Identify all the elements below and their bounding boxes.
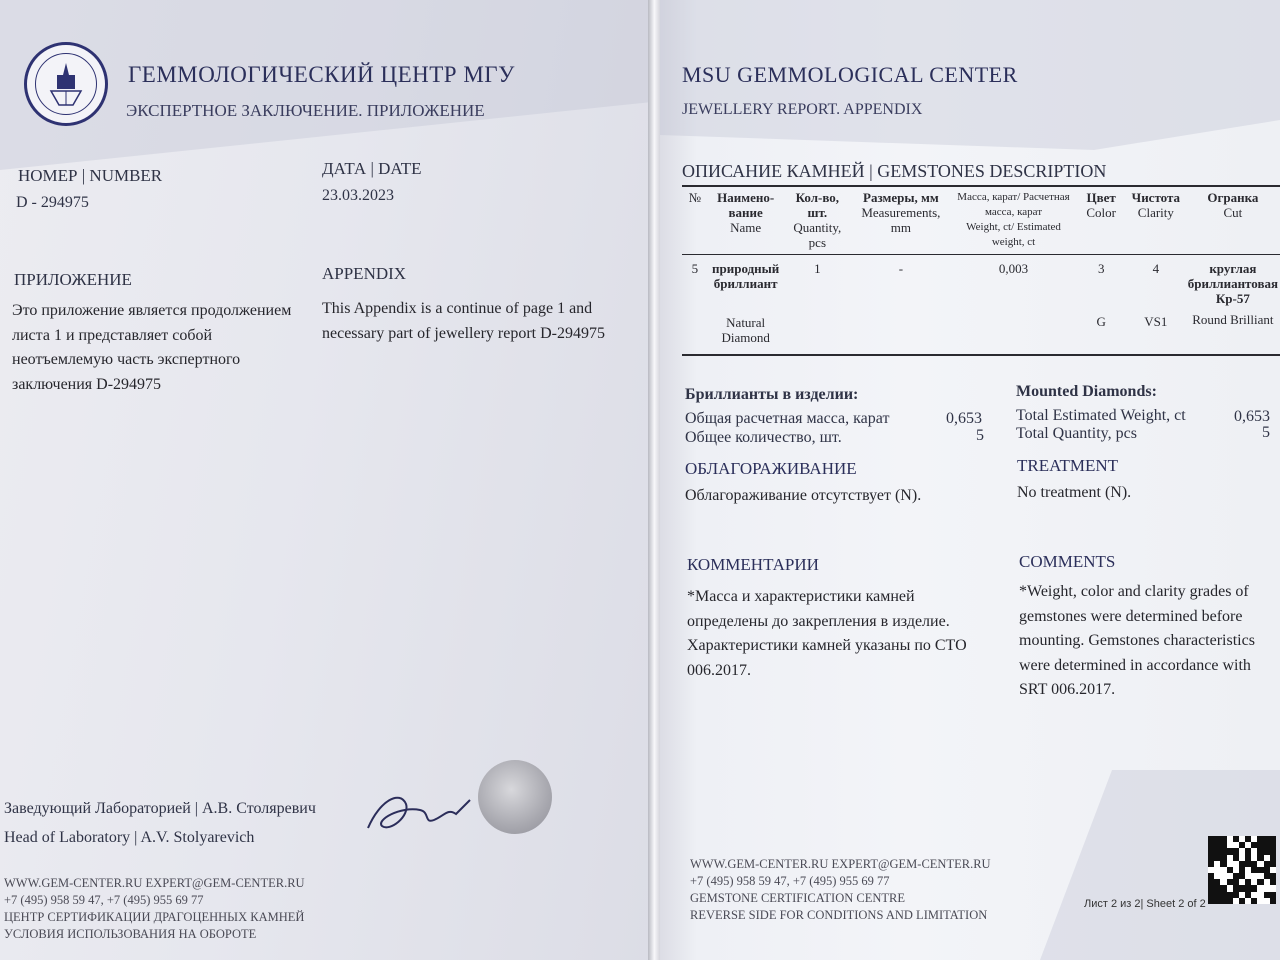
section-rule — [682, 185, 1280, 187]
mounted-en-weight-value: 0,653 — [1234, 408, 1270, 425]
cell-cut-ru: круглая бриллиантовая Кр-57 — [1187, 261, 1278, 306]
cell-color-en: G — [1096, 314, 1106, 329]
stamp-seal-icon — [478, 760, 552, 834]
col-size-ru: Размеры, мм — [863, 190, 939, 205]
treatment-en-heading: TREATMENT — [1017, 456, 1119, 475]
mounted-en-weight-label: Total Estimated Weight, ct — [1016, 407, 1186, 424]
mounted-en-qty-label: Total Quantity, pcs — [1016, 425, 1137, 442]
table-bottom-rule — [682, 354, 1280, 356]
qr-code-icon — [1208, 836, 1276, 904]
cell-name-en: Natural Diamond — [721, 315, 770, 345]
sheet-number: Лист 2 из 2| Sheet 2 of 2 — [1084, 898, 1206, 910]
table-row — [682, 255, 1280, 352]
comments-en-heading: COMMENTS — [1019, 552, 1116, 571]
col-size-en: Measurements, mm — [861, 205, 941, 235]
cell-name-ru: природный бриллиант — [712, 261, 780, 291]
col-weight-ru: Масса, карат/ Расчетная масса, карат — [957, 191, 1070, 218]
signature-icon — [360, 780, 480, 844]
mounted-en-qty-value: 5 — [1262, 424, 1270, 441]
col-clarity-ru: Чистота — [1131, 190, 1181, 205]
treatment-ru-text: Облагораживание отсутствует (N). — [685, 487, 922, 504]
mounted-ru-heading: Бриллианты в изделии: — [685, 386, 859, 403]
col-color-ru: Цвет — [1086, 190, 1116, 205]
cell-color-ru: 3 — [1097, 261, 1105, 276]
mounted-ru-qty-label: Общее количество, шт. — [685, 429, 842, 446]
org-title-en: MSU GEMMOLOGICAL CENTER — [682, 62, 1018, 87]
col-qty-ru: Кол-во, шт. — [795, 190, 840, 220]
col-cut-ru: Огранка — [1207, 190, 1259, 205]
cell-clarity-en: VS1 — [1144, 314, 1168, 329]
col-name-en: Name — [730, 220, 762, 235]
col-no: № — [688, 190, 702, 205]
treatment-ru-heading: ОБЛАГОРАЖИВАНИЕ — [685, 459, 857, 478]
date-label: ДАТА | DATE — [322, 159, 422, 178]
col-clarity-en: Clarity — [1137, 205, 1174, 220]
right-page — [660, 0, 1280, 960]
cell-cut-en: Round Brilliant — [1192, 312, 1274, 327]
cell-size: - — [898, 261, 904, 276]
appendix-ru-heading: ПРИЛОЖЕНИЕ — [14, 270, 132, 289]
col-weight-en: Weight, ct/ Estimated weight, ct — [966, 221, 1061, 248]
comments-ru-text: *Масса и характеристики камней определены до закрепления в изделие. Характеристики камней указаны по СТО 006.2017. — [687, 588, 967, 679]
col-qty-en: Quantity, pcs — [793, 220, 842, 250]
doc-subtitle-en: JEWELLERY REPORT. APPENDIX — [682, 101, 923, 118]
footer-line-1: WWW.GEM-CENTER.RU EXPERT@GEM-CENTER.RU — [4, 876, 305, 890]
appendix-en-text: This Appendix is a continue of page 1 and necessary part of jewellery report D-294975 — [322, 300, 605, 342]
mounted-ru-qty-value: 5 — [976, 427, 984, 444]
comments-ru-heading: КОММЕНТАРИИ — [687, 555, 819, 574]
university-logo-icon — [24, 42, 108, 126]
comments-en-text: *Weight, color and clarity grades of gemstones were determined before mounting. Gemstones characteristics were determined in accordance with SRT 006.2017. — [1019, 583, 1255, 698]
mounted-ru-weight-value: 0,653 — [946, 410, 982, 427]
cell-weight: 0,003 — [998, 261, 1029, 276]
col-color-en: Color — [1086, 205, 1116, 220]
col-cut-en: Cut — [1223, 205, 1243, 220]
footer-right-line-4: REVERSE SIDE FOR CONDITIONS AND LIMITATION — [690, 908, 988, 922]
gemstones-section-title: ОПИСАНИЕ КАМНЕЙ | GEMSTONES DESCRIPTION — [682, 161, 1107, 181]
org-title-ru: ГЕММОЛОГИЧЕСКИЙ ЦЕНТР МГУ — [128, 62, 515, 87]
number-value: D - 294975 — [16, 194, 89, 211]
number-label: НОМЕР | NUMBER — [18, 166, 163, 185]
footer-line-3: ЦЕНТР СЕРТИФИКАЦИИ ДРАГОЦЕННЫХ КАМНЕЙ — [4, 910, 305, 924]
table-header-row — [682, 188, 1280, 255]
footer-right-line-1: WWW.GEM-CENTER.RU EXPERT@GEM-CENTER.RU — [690, 857, 991, 871]
doc-subtitle-ru: ЭКСПЕРТНОЕ ЗАКЛЮЧЕНИЕ. ПРИЛОЖЕНИЕ — [126, 101, 485, 120]
cell-no: 5 — [691, 261, 699, 276]
col-name-ru: Наимено-вание — [717, 190, 775, 220]
gemstones-table — [682, 188, 1280, 351]
appendix-en-heading: APPENDIX — [322, 264, 407, 283]
mounted-ru-weight-label: Общая расчетная масса, карат — [685, 410, 890, 427]
cell-clarity-ru: 4 — [1152, 261, 1160, 276]
footer-line-4: УСЛОВИЯ ИСПОЛЬЗОВАНИЯ НА ОБОРОТЕ — [4, 927, 257, 941]
head-of-lab-en: Head of Laboratory | A.V. Stolyarevich — [4, 829, 255, 846]
footer-right-line-3: GEMSTONE CERTIFICATION CENTRE — [690, 891, 905, 905]
date-value: 23.03.2023 — [322, 187, 394, 204]
appendix-ru-text: Это приложение является продолжением листа 1 и представляет собой неотъемлемую часть экспертного заключения D-294975 — [12, 302, 292, 393]
mounted-en-heading: Mounted Diamonds: — [1016, 383, 1157, 400]
head-of-lab-ru: Заведующий Лабораторией | А.В. Столяревич — [4, 800, 316, 817]
footer-line-2: +7 (495) 958 59 47, +7 (495) 955 69 77 — [4, 893, 204, 907]
cell-qty: 1 — [814, 261, 821, 276]
footer-right-line-2: +7 (495) 958 59 47, +7 (495) 955 69 77 — [690, 874, 890, 888]
treatment-en-text: No treatment (N). — [1017, 484, 1132, 501]
